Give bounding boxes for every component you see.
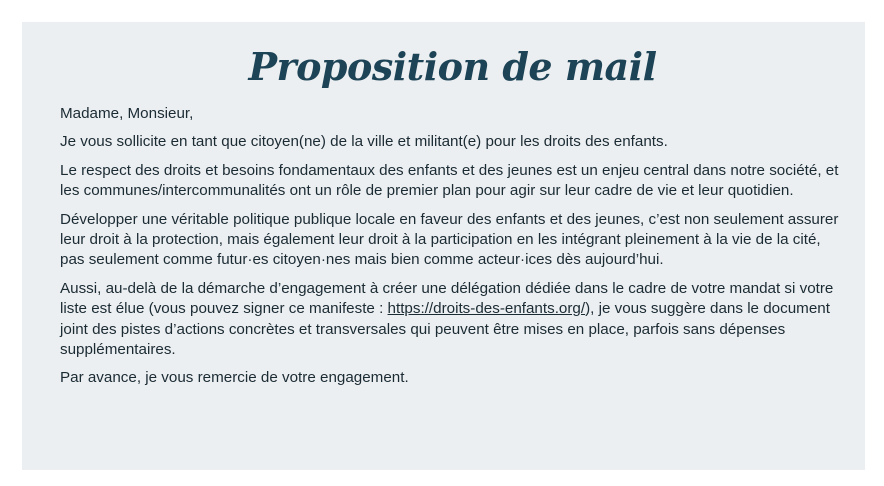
paragraph-engagement-end: ), je vous suggère dans le document joint des pistes d’actions concrètes et transversales qui peuvent être mises en place, parfois sans dépenses supplémentaires. <box>60 300 830 359</box>
paragraph-policy: Développer une véritable politique publique locale en faveur des enfants et des jeunes, c’est non seulement assurer leur droit à la protection, mais également leur droit à la participation en les intégrant pleinement à la vie de la cité, pas seulement comme futur·es citoyen·nes mais bien comme acteur·ices dès aujourd’hui. <box>60 210 839 269</box>
paragraph-rights: Le respect des droits et besoins fondamentaux des enfants et des jeunes est un enjeu central dans notre société, et les communes/intercommunalités ont un rôle de premier plan pour agir sur leur cadre de vie et leur quotidien. <box>60 161 839 200</box>
mail-body <box>60 104 845 389</box>
paragraph-engagement-start: Aussi, au-delà de la démarche d’engagement à créer une délégation dédiée dans le cadre de votre mandat si votre liste est élue (vous pouvez signer ce manifeste : <box>60 279 834 318</box>
paragraph-engagement <box>60 279 845 361</box>
closing: Par avance, je vous remercie de votre engagement. <box>60 369 409 387</box>
greeting: Madame, Monsieur, <box>60 105 194 122</box>
paragraph-intro: Je vous sollicite en tant que citoyen(ne) de la ville et militant(e) pour les droits des enfants. <box>60 133 668 151</box>
mail-proposal-card <box>22 22 865 470</box>
page-title: Proposition de mail <box>248 44 657 89</box>
manifesto-link[interactable]: https://droits-des-enfants.org/ <box>387 300 586 318</box>
